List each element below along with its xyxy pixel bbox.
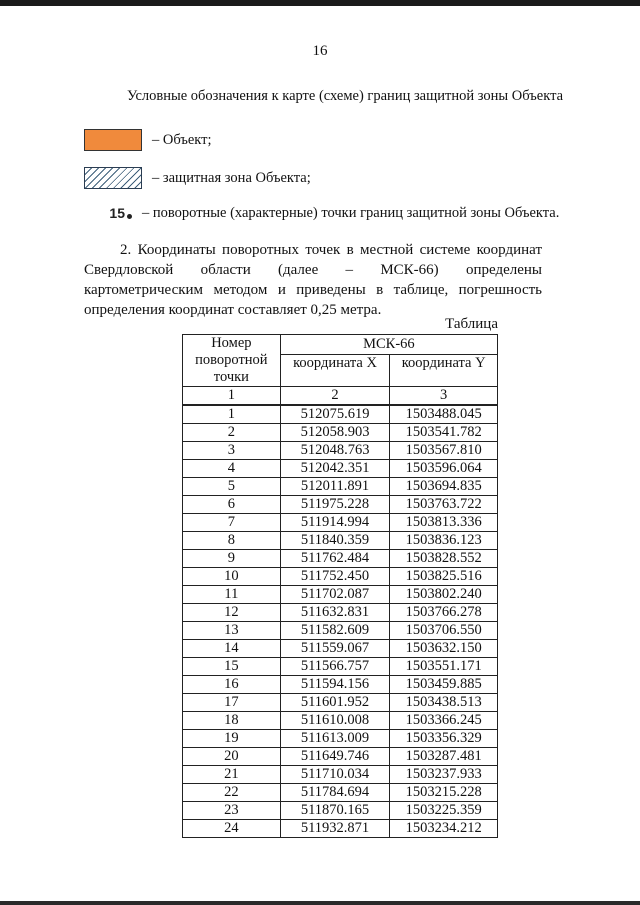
point-number-cell: 2 (183, 423, 281, 441)
table-row (183, 603, 498, 621)
legend-zone-label: – защитная зона Объекта; (152, 169, 311, 186)
coord-x-cell: 511870.165 (280, 801, 390, 819)
coord-x-cell: 511613.009 (280, 729, 390, 747)
coord-y-cell: 1503632.150 (390, 639, 498, 657)
point-number-cell: 1 (183, 405, 281, 423)
coord-x-cell: 511601.952 (280, 693, 390, 711)
table-row (183, 477, 498, 495)
coord-y-cell: 1503438.513 (390, 693, 498, 711)
coord-x-cell: 511582.609 (280, 621, 390, 639)
coord-x-cell: 511752.450 (280, 567, 390, 585)
point-number-cell: 12 (183, 603, 281, 621)
point-number-cell: 23 (183, 801, 281, 819)
coord-y-cell: 1503596.064 (390, 459, 498, 477)
coordinates-paragraph: 2. Координаты поворотных точек в местной системе координат Свердловской области (далее – МСК-66) определены картометрическим методом и приведены в таблице, погрешность определения координат составляет 0,25 метра. (84, 242, 542, 318)
point-number-cell: 6 (183, 495, 281, 513)
coord-x-cell: 512042.351 (280, 459, 390, 477)
zone-hatch-swatch (84, 167, 142, 189)
coord-x-cell: 511914.994 (280, 513, 390, 531)
table-row (183, 729, 498, 747)
point-number-cell: 19 (183, 729, 281, 747)
table-row (183, 567, 498, 585)
coord-y-cell: 1503694.835 (390, 477, 498, 495)
coord-y-cell: 1503234.212 (390, 819, 498, 837)
scan-top-border (0, 0, 640, 6)
header-coord-y: координата Y (390, 355, 498, 387)
point-number-cell: 24 (183, 819, 281, 837)
table-row (183, 549, 498, 567)
table-row (183, 747, 498, 765)
point-number-cell: 3 (183, 441, 281, 459)
coord-x-cell: 511566.757 (280, 657, 390, 675)
coord-x-cell: 511610.008 (280, 711, 390, 729)
coord-y-cell: 1503802.240 (390, 585, 498, 603)
table-row (183, 513, 498, 531)
coord-x-cell: 511710.034 (280, 765, 390, 783)
table-row (183, 405, 498, 423)
legend-point-label: – поворотные (характерные) точки границ защитной зоны Объекта. (142, 204, 560, 221)
turning-point-number: 15 (109, 205, 125, 221)
point-number-cell: 16 (183, 675, 281, 693)
coord-y-cell: 1503551.171 (390, 657, 498, 675)
table-row (183, 675, 498, 693)
point-number-cell: 4 (183, 459, 281, 477)
coord-y-cell: 1503766.278 (390, 603, 498, 621)
coord-y-cell: 1503225.359 (390, 801, 498, 819)
table-caption: Таблица (445, 316, 498, 332)
turning-point-marker (84, 205, 142, 221)
legend-item-object (84, 128, 212, 152)
table-row (183, 819, 498, 837)
column-number-1: 1 (183, 387, 281, 406)
point-number-cell: 10 (183, 567, 281, 585)
table-row (183, 693, 498, 711)
table-row (183, 765, 498, 783)
coord-x-cell: 512011.891 (280, 477, 390, 495)
coord-x-cell: 511840.359 (280, 531, 390, 549)
point-number-cell: 17 (183, 693, 281, 711)
coord-y-cell: 1503706.550 (390, 621, 498, 639)
column-number-2: 2 (280, 387, 390, 406)
scan-bottom-border (0, 901, 640, 905)
coord-y-cell: 1503813.336 (390, 513, 498, 531)
table-row (183, 639, 498, 657)
coord-x-cell: 512048.763 (280, 441, 390, 459)
table-row (183, 423, 498, 441)
point-number-cell: 20 (183, 747, 281, 765)
header-msk66: МСК-66 (280, 335, 497, 355)
point-number-cell: 21 (183, 765, 281, 783)
coord-y-cell: 1503215.228 (390, 783, 498, 801)
object-swatch (84, 129, 142, 151)
point-number-cell: 5 (183, 477, 281, 495)
legend-item-point (84, 201, 559, 225)
coord-y-cell: 1503237.933 (390, 765, 498, 783)
coord-y-cell: 1503356.329 (390, 729, 498, 747)
table-row (183, 801, 498, 819)
coord-x-cell: 511559.067 (280, 639, 390, 657)
header-point-number: Номер поворотной точки (183, 335, 281, 387)
point-number-cell: 9 (183, 549, 281, 567)
coord-y-cell: 1503825.516 (390, 567, 498, 585)
header-coord-x: координата X (280, 355, 390, 387)
table-row (183, 783, 498, 801)
coordinates-table (182, 334, 498, 838)
point-number-cell: 7 (183, 513, 281, 531)
point-number-cell: 22 (183, 783, 281, 801)
coord-x-cell: 511762.484 (280, 549, 390, 567)
coord-x-cell: 511594.156 (280, 675, 390, 693)
coord-y-cell: 1503287.481 (390, 747, 498, 765)
coord-x-cell: 511702.087 (280, 585, 390, 603)
table-row (183, 531, 498, 549)
point-number-cell: 11 (183, 585, 281, 603)
table-row (183, 621, 498, 639)
point-number-cell: 15 (183, 657, 281, 675)
coord-x-cell: 511649.746 (280, 747, 390, 765)
coord-y-cell: 1503763.722 (390, 495, 498, 513)
legend-item-zone (84, 166, 311, 190)
coord-y-cell: 1503828.552 (390, 549, 498, 567)
point-number-cell: 13 (183, 621, 281, 639)
table-row (183, 495, 498, 513)
coord-x-cell: 511932.871 (280, 819, 390, 837)
point-number-cell: 18 (183, 711, 281, 729)
page-number: 16 (312, 43, 328, 59)
coordinates-table-body (183, 405, 498, 837)
legend-object-label: – Объект; (152, 131, 212, 148)
point-number-cell: 8 (183, 531, 281, 549)
column-number-3: 3 (390, 387, 498, 406)
point-number-cell: 14 (183, 639, 281, 657)
table-row (183, 441, 498, 459)
table-row (183, 711, 498, 729)
coord-y-cell: 1503836.123 (390, 531, 498, 549)
coord-x-cell: 512075.619 (280, 405, 390, 423)
coord-y-cell: 1503567.810 (390, 441, 498, 459)
coord-y-cell: 1503459.885 (390, 675, 498, 693)
legend-title: Условные обозначения к карте (схеме) границ защитной зоны Объекта (126, 88, 564, 104)
table-row (183, 585, 498, 603)
coord-y-cell: 1503366.245 (390, 711, 498, 729)
coord-x-cell: 512058.903 (280, 423, 390, 441)
coord-y-cell: 1503488.045 (390, 405, 498, 423)
coord-x-cell: 511975.228 (280, 495, 390, 513)
table-row (183, 657, 498, 675)
coord-y-cell: 1503541.782 (390, 423, 498, 441)
table-row (183, 459, 498, 477)
coord-x-cell: 511784.694 (280, 783, 390, 801)
point-dot-icon (127, 214, 132, 219)
coord-x-cell: 511632.831 (280, 603, 390, 621)
